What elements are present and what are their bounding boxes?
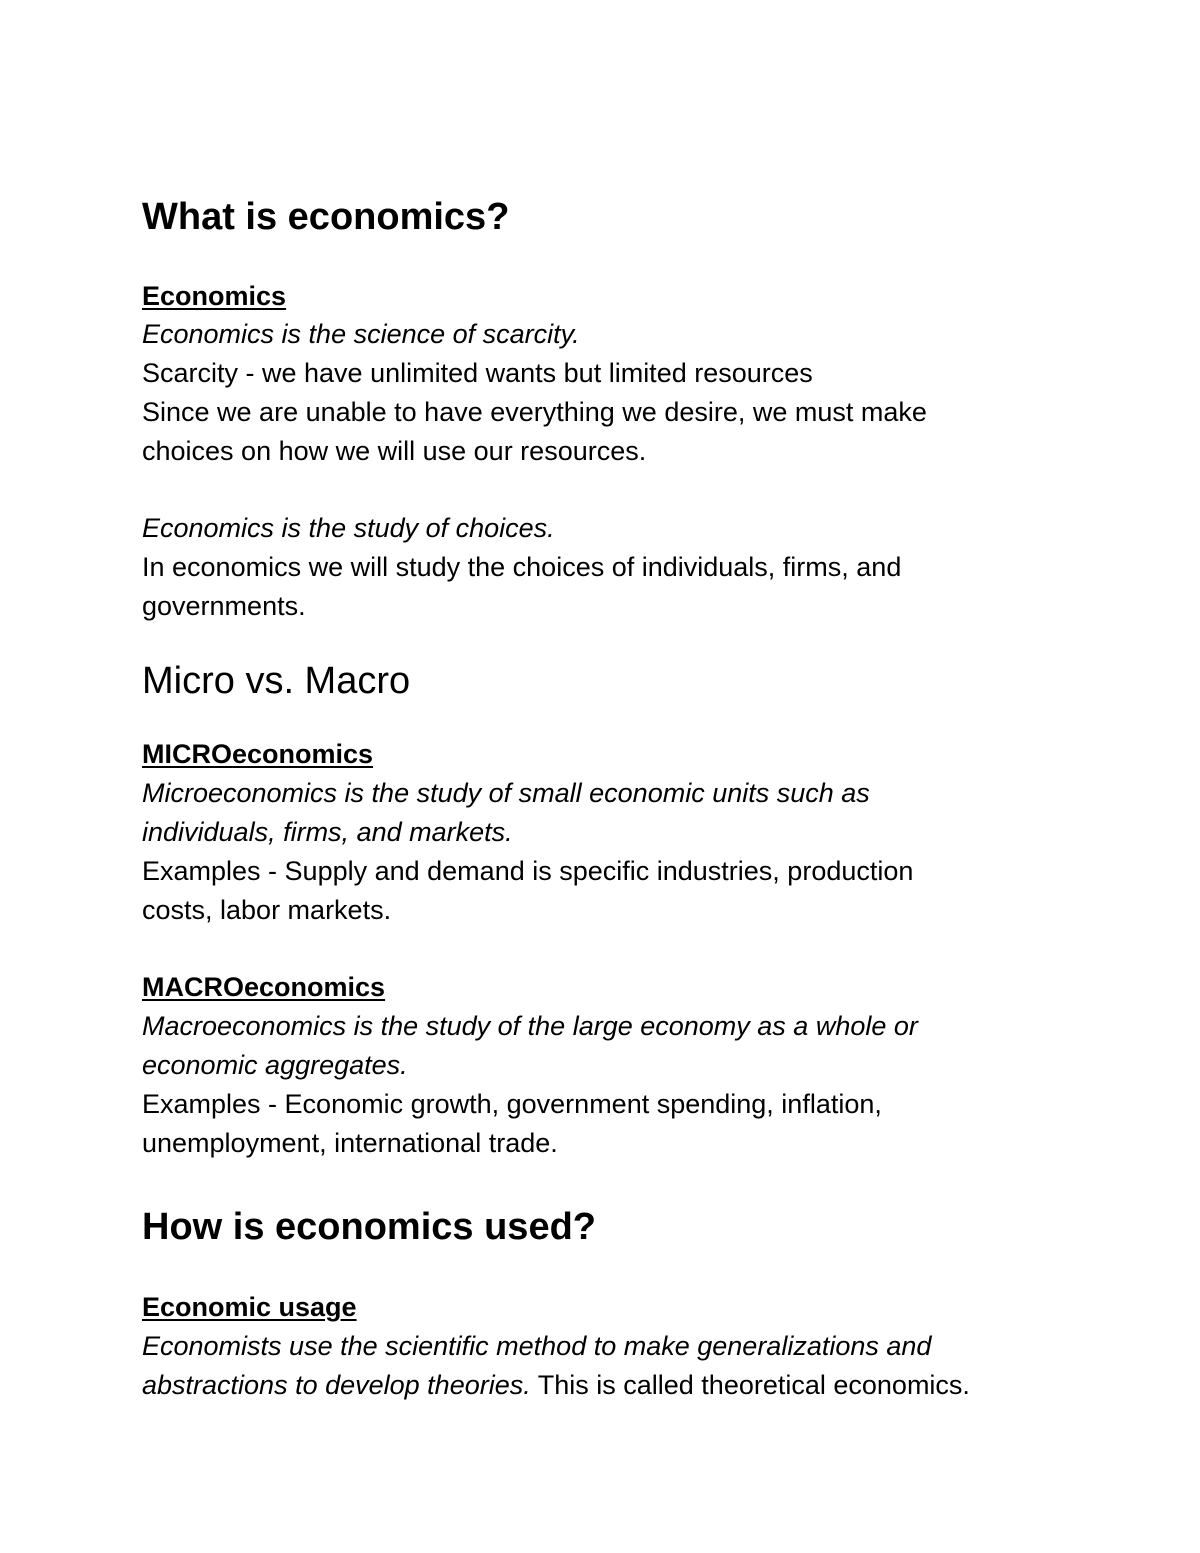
- heading-what-is-economics: What is economics?: [142, 196, 510, 238]
- subheading-macroeconomics: MACROeconomics: [142, 972, 386, 1002]
- paragraph-line: In economics we will study the choices of individuals, firms, and: [142, 552, 902, 582]
- paragraph-line-mixed: [142, 1366, 970, 1404]
- subheading-economics: Economics: [142, 281, 287, 311]
- italic-segment: abstractions to develop theories.: [142, 1370, 531, 1400]
- paragraph-line: governments.: [142, 591, 306, 621]
- paragraph-line: individuals, firms, and markets.: [142, 817, 513, 847]
- paragraph-line: economic aggregates.: [142, 1050, 408, 1080]
- paragraph-line: Economics is the science of scarcity.: [142, 319, 580, 349]
- paragraph-line: Since we are unable to have everything we desire, we must make: [142, 397, 927, 427]
- heading-how-is-economics-used: How is economics used?: [142, 1206, 596, 1248]
- paragraph-line: Economics is the study of choices.: [142, 513, 555, 543]
- paragraph-line: unemployment, international trade.: [142, 1128, 558, 1158]
- normal-segment: This is called theoretical economics.: [530, 1370, 970, 1400]
- paragraph-line: costs, labor markets.: [142, 895, 392, 925]
- paragraph-line: choices on how we will use our resources.: [142, 436, 647, 466]
- paragraph-line: Economists use the scientific method to make generalizations and: [142, 1331, 932, 1361]
- subheading-economic-usage: Economic usage: [142, 1292, 357, 1322]
- heading-micro-vs-macro: Micro vs. Macro: [142, 660, 411, 702]
- paragraph-line: Macroeconomics is the study of the large economy as a whole or: [142, 1011, 918, 1041]
- paragraph-line: Examples - Supply and demand is specific industries, production: [142, 856, 914, 886]
- paragraph-line: Scarcity - we have unlimited wants but limited resources: [142, 358, 813, 388]
- subheading-microeconomics: MICROeconomics: [142, 739, 374, 769]
- paragraph-line: Microeconomics is the study of small economic units such as: [142, 778, 870, 808]
- paragraph-line: Examples - Economic growth, government spending, inflation,: [142, 1089, 882, 1119]
